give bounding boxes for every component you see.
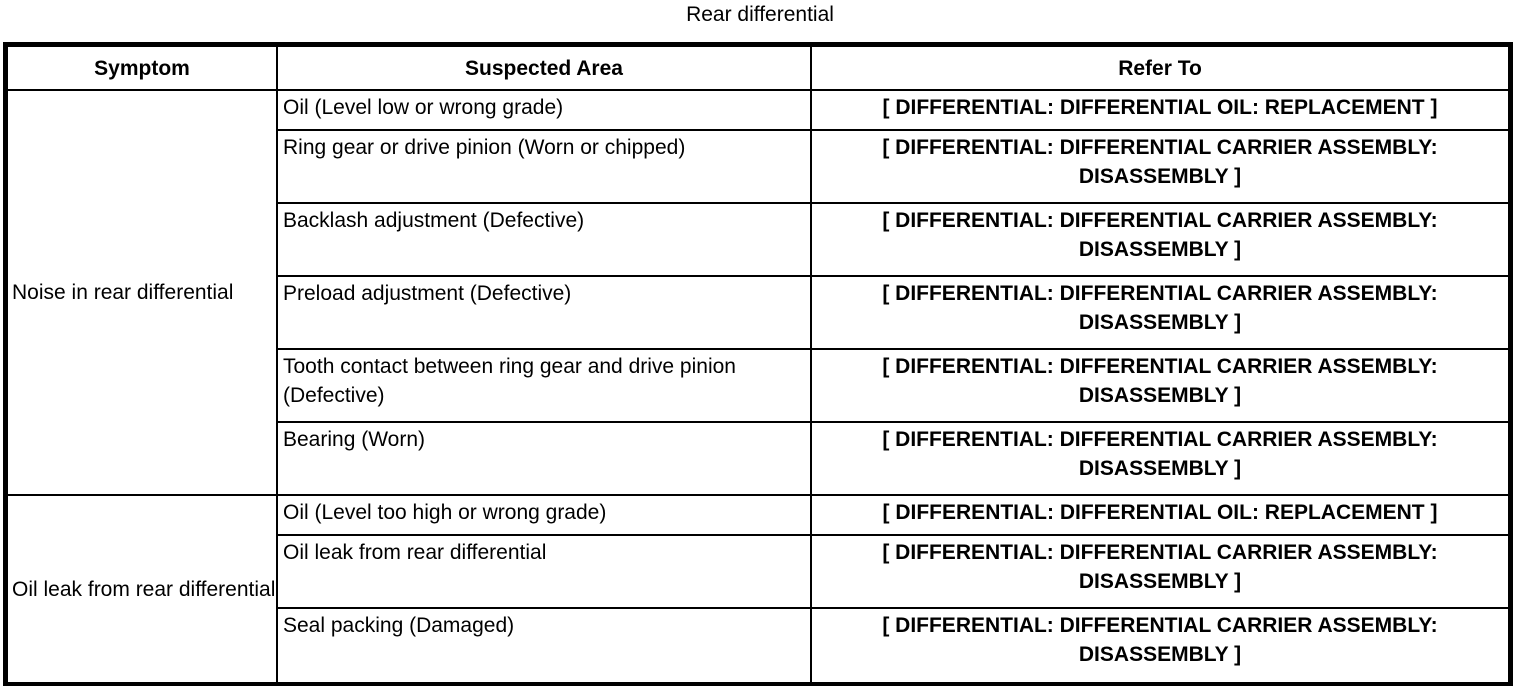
table-header-row bbox=[7, 46, 1509, 90]
header-suspected-area: Suspected Area bbox=[277, 46, 811, 90]
suspected-area-cell: Bearing (Worn) bbox=[277, 422, 811, 495]
refer-to-link[interactable]: [ DIFFERENTIAL: DIFFERENTIAL OIL: REPLACEMENT ] bbox=[811, 495, 1509, 535]
refer-to-link[interactable]: [ DIFFERENTIAL: DIFFERENTIAL CARRIER ASSEMBLY: DISASSEMBLY ] bbox=[811, 130, 1509, 203]
refer-to-link[interactable]: [ DIFFERENTIAL: DIFFERENTIAL CARRIER ASSEMBLY: DISASSEMBLY ] bbox=[811, 203, 1509, 276]
symptom-table bbox=[6, 45, 1510, 684]
suspected-area-cell: Ring gear or drive pinion (Worn or chipped) bbox=[277, 130, 811, 203]
symptom-cell: Oil leak from rear differential bbox=[7, 495, 277, 683]
suspected-area-cell: Backlash adjustment (Defective) bbox=[277, 203, 811, 276]
symptom-cell: Noise in rear differential bbox=[7, 90, 277, 495]
header-refer-to: Refer To bbox=[811, 46, 1509, 90]
suspected-area-cell: Oil (Level too high or wrong grade) bbox=[277, 495, 811, 535]
refer-to-link[interactable]: [ DIFFERENTIAL: DIFFERENTIAL CARRIER ASSEMBLY: DISASSEMBLY ] bbox=[811, 349, 1509, 422]
suspected-area-cell: Preload adjustment (Defective) bbox=[277, 276, 811, 349]
suspected-area-cell: Tooth contact between ring gear and drive pinion (Defective) bbox=[277, 349, 811, 422]
refer-to-link[interactable]: [ DIFFERENTIAL: DIFFERENTIAL CARRIER ASSEMBLY: DISASSEMBLY ] bbox=[811, 608, 1509, 683]
page-title: Rear differential bbox=[686, 3, 834, 26]
suspected-area-cell: Seal packing (Damaged) bbox=[277, 608, 811, 683]
refer-to-link[interactable]: [ DIFFERENTIAL: DIFFERENTIAL OIL: REPLACEMENT ] bbox=[811, 90, 1509, 130]
table-row bbox=[7, 90, 1509, 130]
header-symptom: Symptom bbox=[7, 46, 277, 90]
refer-to-link[interactable]: [ DIFFERENTIAL: DIFFERENTIAL CARRIER ASSEMBLY: DISASSEMBLY ] bbox=[811, 422, 1509, 495]
table-row bbox=[7, 495, 1509, 535]
suspected-area-cell: Oil (Level low or wrong grade) bbox=[277, 90, 811, 130]
refer-to-link[interactable]: [ DIFFERENTIAL: DIFFERENTIAL CARRIER ASSEMBLY: DISASSEMBLY ] bbox=[811, 535, 1509, 608]
refer-to-link[interactable]: [ DIFFERENTIAL: DIFFERENTIAL CARRIER ASSEMBLY: DISASSEMBLY ] bbox=[811, 276, 1509, 349]
suspected-area-cell: Oil leak from rear differential bbox=[277, 535, 811, 608]
